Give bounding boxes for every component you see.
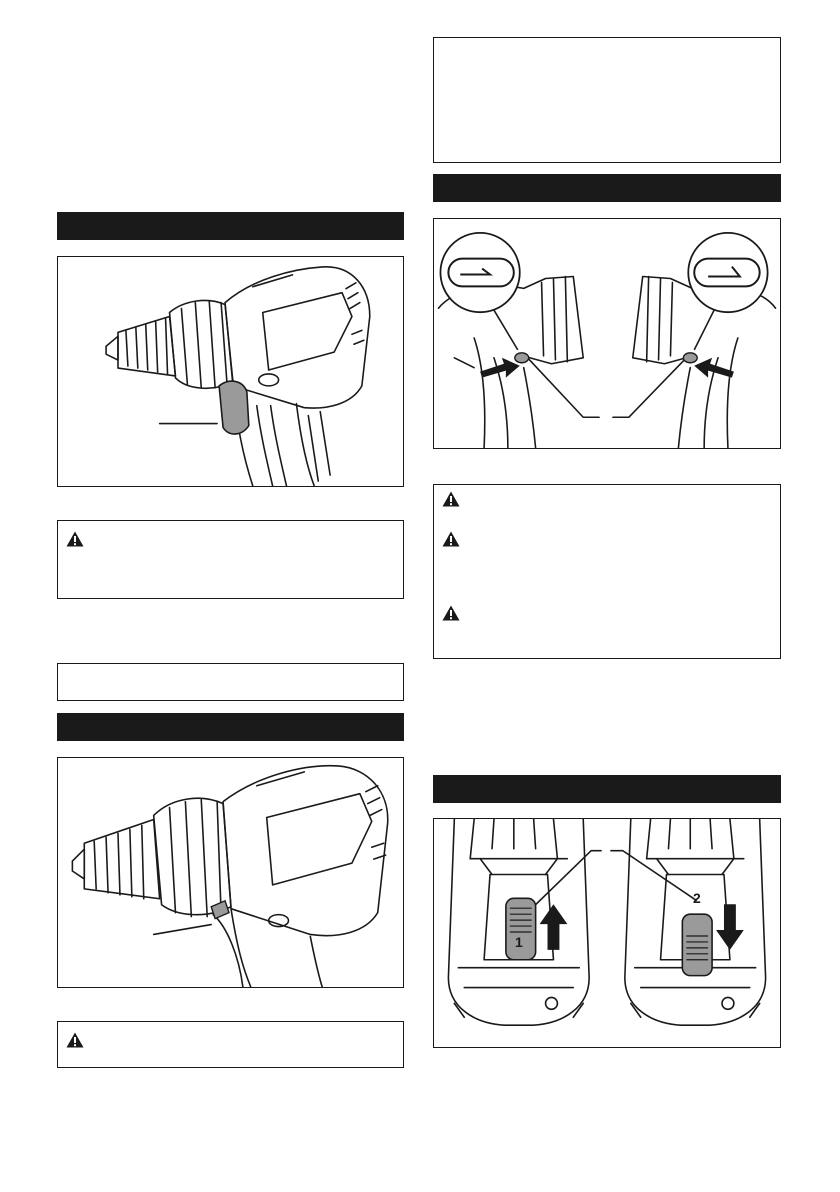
figure-reversing-switch (433, 218, 781, 449)
note-box-1 (57, 663, 404, 701)
figure-drill-trigger (57, 256, 404, 487)
warning-triangle-icon (442, 605, 460, 621)
note-box-2 (433, 37, 781, 163)
gear-label-2: 2 (693, 890, 701, 906)
section-heading-bar-3 (433, 174, 781, 202)
caution-box-3 (433, 484, 781, 659)
arrow-icon (694, 358, 734, 378)
warning-triangle-icon (442, 531, 460, 547)
section-heading-bar-2 (57, 713, 404, 741)
reversing-switch-illustration (434, 219, 780, 448)
caution-box-2 (57, 1021, 404, 1068)
warning-triangle-icon (66, 1032, 84, 1048)
warning-triangle-icon (442, 491, 460, 507)
arrow-icon (480, 358, 520, 378)
figure-speed-change-lever (433, 818, 781, 1048)
speed-change-lever-illustration (434, 819, 780, 1047)
arrow-icon (540, 904, 568, 950)
drill-lamp-illustration (58, 758, 403, 987)
gear-label-1: 1 (515, 934, 523, 950)
drill-trigger-illustration (58, 257, 403, 486)
page-footer-strip (0, 1184, 520, 1192)
warning-triangle-icon (66, 531, 84, 547)
arrow-icon (716, 904, 744, 950)
caution-box-1 (57, 520, 404, 599)
section-heading-bar-1 (57, 212, 404, 240)
section-heading-bar-4 (433, 775, 781, 803)
figure-drill-lamp (57, 757, 404, 988)
